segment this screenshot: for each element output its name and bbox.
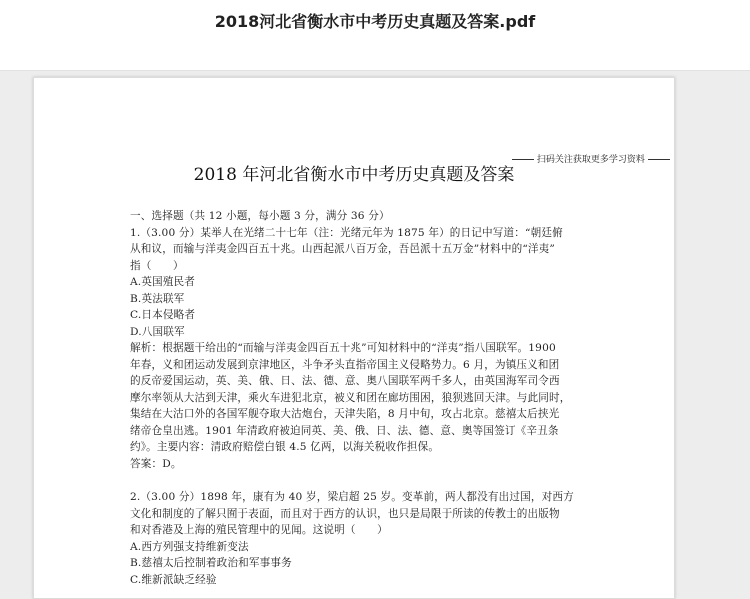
q1-option-d: D.八国联军 [130, 325, 185, 338]
viewer-toolbar [0, 0, 750, 71]
page-heading: 2018 年河北省衡水市中考历史真题及答案 [193, 165, 515, 185]
q1-analysis-line-2: 年春，义和团运动发展到京津地区，斗争矛头直指帝国主义侵略势力。6 月，为镇压义和团 [130, 358, 560, 371]
q2-option-c: C.维新派缺乏经验 [130, 573, 217, 586]
pdf-page [33, 77, 675, 599]
q1-analysis-line-5: 集结在大沽口外的各国军舰夺取大沽炮台，天津失陷，8 月中旬，攻占北京。慈禧太后挟光 [130, 408, 560, 420]
q2-stem-line-2: 文化和制度的了解只囿于表面，而且对于西方的认识，也只是局限于所读的传教士的出版物 [130, 507, 560, 520]
q2-option-a: A.西方列强支持维新变法 [130, 540, 249, 553]
q1-stem-line-2: 从和议，而输与洋夷金四百五十兆。山西起派八百万金，吾邑派十五万金”材料中的“洋夷” [130, 243, 555, 255]
question-body [130, 208, 610, 588]
q1-stem-line-1: 1.（3.00 分）某举人在光绪二十七年（注：光绪元年为 1875 年）的日记中写道：“朝廷俯 [130, 226, 563, 239]
q1-analysis-line-6: 绪帝仓皇出逃。1901 年清政府被迫同英、美、俄、日、法、德、意、奥等国签订《辛丑条 [130, 424, 559, 437]
q1-option-a: A.英国殖民者 [130, 276, 196, 288]
watermark-text: 扫码关注获取更多学习资料 [536, 155, 645, 165]
q2-stem-line-1: 2.（3.00 分）1898 年，康有为 40 岁，梁启超 25 岁。变革前，两人都没有出过国，对西方 [130, 491, 574, 503]
q2-option-b: B.慈禧太后控制着政治和军事事务 [130, 557, 292, 569]
section-title: 一、选择题（共 12 小题，每小题 3 分，满分 36 分） [130, 210, 390, 222]
q2-stem-line-3: 和对香港及上海的殖民管理中的见闻。这说明（ ） [130, 524, 388, 536]
q1-analysis-line-7: 约》。主要内容：清政府赔偿白银 4.5 亿两，以海关税收作担保。 [130, 441, 440, 453]
q1-analysis-line-4: 摩尔率领从大沽到天津，乘火车进犯北京，被义和团在廊坊围困，狼狈逃回天津。与此同时， [130, 391, 571, 404]
spacer [130, 472, 610, 489]
q1-analysis-line-3: 的反帝爱国运动，英、美、俄、日、法、德、意、奥八国联军两千多人，由英国海军司令西 [130, 375, 560, 387]
q1-analysis-line-1: 解析：根据题干给出的“而输与洋夷金四百五十兆”可知材料中的“洋夷”指八国联军。1900 [130, 342, 556, 354]
q1-stem-line-3: 指（ ） [130, 259, 184, 272]
q1-option-b: B.英法联军 [130, 292, 185, 305]
document-title: 2018河北省衡水市中考历史真题及答案.pdf [214, 12, 536, 31]
q1-answer: 答案：D。 [130, 457, 182, 470]
q1-option-c: C.日本侵略者 [130, 309, 196, 321]
